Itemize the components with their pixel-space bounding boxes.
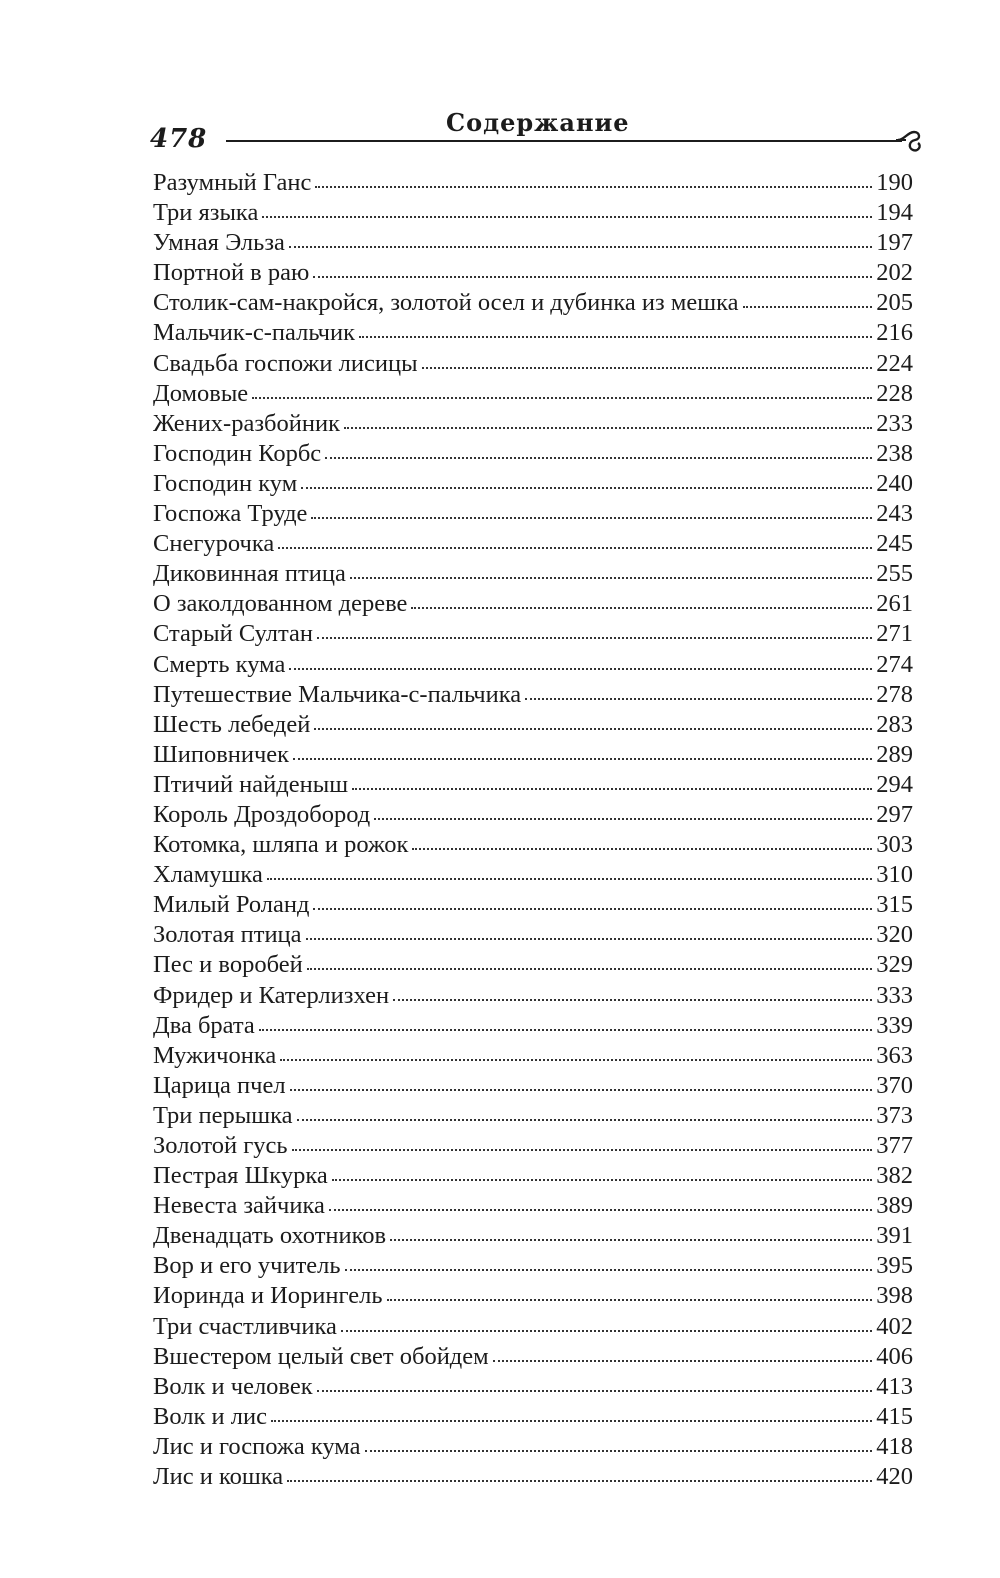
dot-leader [278,547,872,549]
toc-entry [153,1101,913,1131]
toc-entry [153,228,913,258]
dot-leader [292,1149,873,1151]
entry-title: Шиповничек [153,740,290,768]
dot-leader [301,487,872,489]
entry-title: Пестрая Шкурка [153,1162,328,1190]
entry-title: Снегурочка [153,530,275,558]
entry-title: Золотая птица [153,921,302,949]
entry-page-number: 283 [876,710,913,738]
dot-leader [365,1450,873,1452]
toc-entry [153,619,913,649]
toc-entry [153,559,913,589]
entry-page-number: 363 [876,1041,913,1069]
entry-title: Мужичонка [153,1041,277,1069]
toc-entry [153,589,913,619]
entry-title: Невеста зайчика [153,1192,325,1220]
dot-leader [374,818,872,820]
entry-title: Волк и лис [153,1402,267,1430]
entry-title: Милый Роланд [153,891,310,919]
toc-entry [153,288,913,318]
dot-leader [411,607,872,609]
dot-leader [422,367,873,369]
entry-title: Господин Корбс [153,439,322,467]
entry-page-number: 202 [876,259,913,287]
entry-title: Иоринда и Иорингель [153,1282,383,1310]
entry-title: Жених-разбойник [153,409,340,437]
entry-page-number: 294 [876,770,913,798]
dot-leader [297,1119,873,1121]
entry-page-number: 413 [876,1372,913,1400]
dot-leader [350,577,872,579]
entry-page-number: 255 [876,560,913,588]
toc-entry [153,1251,913,1281]
entry-page-number: 228 [876,379,913,407]
dot-leader [525,698,872,700]
dot-leader [325,457,872,459]
toc-entry [153,1342,913,1372]
entry-title: Господин кум [153,469,298,497]
toc-entry [153,1432,913,1462]
entry-title: Фридер и Катерлизхен [153,981,390,1009]
entry-title: Царица пчел [153,1071,286,1099]
toc-entry [153,920,913,950]
entry-title: Пес и воробей [153,951,303,979]
entry-page-number: 395 [876,1252,913,1280]
table-of-contents [153,168,913,1492]
entry-title: Шесть лебедей [153,710,311,738]
entry-title: Путешествие Мальчика-с-пальчика [153,680,522,708]
dot-leader [390,1239,872,1241]
dot-leader [313,276,872,278]
page-header [150,108,922,158]
toc-entry [153,860,913,890]
entry-page-number: 297 [876,800,913,828]
entry-page-number: 197 [876,229,913,257]
entry-title: Старый Султан [153,620,313,648]
flourish-ornament-icon [894,122,924,158]
entry-title: Золотой гусь [153,1132,288,1159]
entry-page-number: 329 [876,951,913,979]
toc-entry [153,1281,913,1311]
toc-entry [153,1221,913,1251]
toc-entry [153,1161,913,1191]
entry-title: Три счастливчика [153,1312,337,1340]
entry-page-number: 389 [876,1192,913,1220]
page-number: 478 [150,124,208,154]
entry-title: Смерть кума [153,650,286,678]
entry-page-number: 391 [876,1222,913,1250]
dot-leader [352,788,872,790]
dot-leader [314,728,872,730]
dot-leader [307,968,873,970]
entry-page-number: 216 [876,319,913,347]
toc-entry [153,379,913,409]
dot-leader [289,246,872,248]
dot-leader [259,1029,872,1031]
toc-entry [153,1191,913,1221]
toc-entry [153,439,913,469]
entry-title: О заколдованном дереве [153,590,408,618]
entry-page-number: 333 [876,981,913,1009]
toc-entry [153,168,913,198]
entry-page-number: 382 [876,1162,913,1190]
dot-leader [306,938,873,940]
dot-leader [252,397,872,399]
dot-leader [344,427,872,429]
entry-title: Птичий найденыш [153,770,349,798]
entry-page-number: 233 [876,409,913,437]
entry-page-number: 205 [876,289,913,317]
toc-entry [153,318,913,348]
entry-title: Свадьба госпожи лисицы [153,349,418,377]
dot-leader [359,336,872,338]
entry-title: Три языка [153,199,259,227]
toc-entry [153,890,913,920]
toc-entry [153,1071,913,1101]
toc-entry [153,258,913,288]
toc-entry [153,529,913,559]
entry-page-number: 261 [876,590,913,618]
dot-leader [271,1420,872,1422]
entry-title: Волк и человек [153,1372,313,1400]
dot-leader [332,1179,872,1181]
entry-title: Хламушка [153,861,263,889]
entry-title: Домовые [153,379,249,407]
toc-entry [153,680,913,710]
dot-leader [313,908,872,910]
entry-page-number: 303 [876,831,913,859]
toc-entry [153,198,913,228]
toc-entry [153,740,913,770]
toc-entry [153,1402,913,1432]
entry-page-number: 278 [876,680,913,708]
entry-title: Котомка, шляпа и рожок [153,831,409,859]
toc-entry [153,1011,913,1041]
entry-title: Двенадцать охотников [153,1222,387,1250]
entry-page-number: 240 [876,469,913,497]
dot-leader [289,668,872,670]
toc-entry [153,830,913,860]
entry-page-number: 243 [876,500,913,528]
entry-title: Вор и его учитель [153,1252,341,1280]
entry-title: Два брата [153,1011,255,1039]
entry-title: Три перышка [153,1101,293,1129]
entry-title: Госпожа Труде [153,500,308,528]
entry-page-number: 370 [876,1071,913,1099]
entry-page-number: 245 [876,530,913,558]
entry-page-number: 420 [876,1463,913,1491]
dot-leader [743,306,873,308]
entry-title: Диковинная птица [153,560,346,588]
toc-entry [153,650,913,680]
toc-entry [153,1372,913,1402]
entry-page-number: 190 [876,169,913,196]
toc-entry [153,409,913,439]
dot-leader [329,1209,872,1211]
entry-page-number: 271 [876,620,913,648]
toc-entry [153,710,913,740]
entry-page-number: 289 [876,740,913,768]
dot-leader [345,1269,873,1271]
entry-page-number: 224 [876,349,913,377]
entry-page-number: 315 [876,891,913,919]
entry-page-number: 406 [876,1342,913,1370]
entry-page-number: 310 [876,861,913,889]
dot-leader [317,637,872,639]
entry-title: Лис и госпожа кума [153,1432,361,1460]
entry-title: Портной в раю [153,259,310,287]
entry-title: Король Дроздобород [153,800,371,828]
dot-leader [287,1480,872,1482]
toc-entry [153,349,913,379]
entry-page-number: 402 [876,1312,913,1340]
toc-entry [153,469,913,499]
dot-leader [341,1330,872,1332]
toc-entry [153,1462,913,1492]
dot-leader [493,1360,873,1362]
toc-entry [153,981,913,1011]
entry-page-number: 194 [876,199,913,227]
entry-page-number: 274 [876,650,913,678]
dot-leader [393,999,872,1001]
entry-page-number: 415 [876,1402,913,1430]
dot-leader [290,1089,873,1091]
entry-page-number: 418 [876,1432,913,1460]
dot-leader [412,848,872,850]
dot-leader [267,878,872,880]
dot-leader [317,1390,873,1392]
running-title: Содержание [446,108,630,137]
toc-entry [153,800,913,830]
header-rule [226,140,902,142]
dot-leader [387,1299,873,1301]
dot-leader [311,517,872,519]
entry-title: Столик-сам-накройся, золотой осел и дубинка из мешка [153,289,739,317]
toc-entry [153,1312,913,1342]
entry-page-number: 373 [876,1101,913,1129]
dot-leader [280,1059,872,1061]
entry-title: Вшестером целый свет обойдем [153,1342,489,1370]
entry-title: Разумный Ганс [153,169,312,196]
dot-leader [262,216,872,218]
entry-page-number: 320 [876,921,913,949]
entry-page-number: 377 [876,1132,913,1159]
entry-page-number: 339 [876,1011,913,1039]
dot-leader [293,758,872,760]
entry-title: Мальчик-с-пальчик [153,319,356,347]
entry-page-number: 398 [876,1282,913,1310]
toc-entry [153,950,913,980]
entry-title: Умная Эльза [153,229,285,257]
toc-entry [153,770,913,800]
toc-entry [153,499,913,529]
toc-entry [153,1041,913,1071]
toc-entry [153,1131,913,1161]
dot-leader [315,186,872,188]
entry-title: Лис и кошка [153,1463,284,1491]
entry-page-number: 238 [876,439,913,467]
